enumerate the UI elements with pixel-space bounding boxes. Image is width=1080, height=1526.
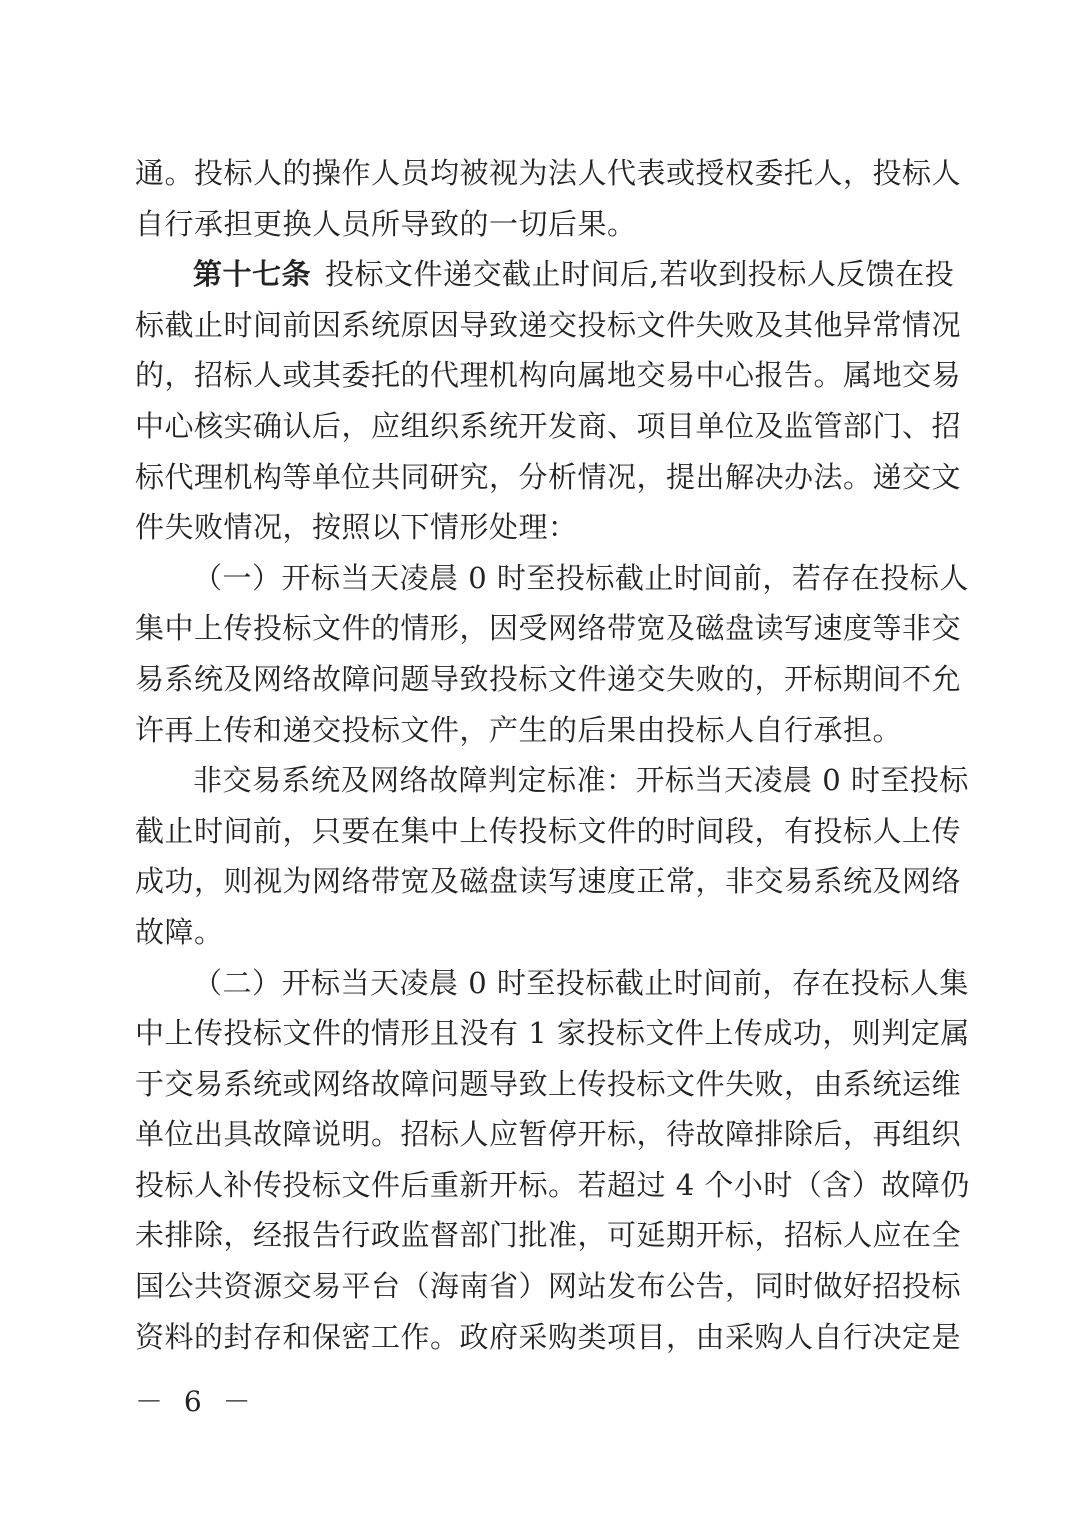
- text-line: 自行承担更换人员所导致的一切后果。: [135, 206, 637, 241]
- text-line: 通。投标人的操作人员均被视为法人代表或授权委托人，投标人: [135, 156, 962, 190]
- article-17-first-line: [135, 249, 955, 300]
- text-line: 易系统及网络故障问题导致投标文件递交失败的，开标期间不允: [135, 661, 962, 696]
- text-line-fragment: 投标文件递交截止时间后,若收到投标人反馈在投: [325, 257, 955, 292]
- text-line: 故障。: [135, 914, 224, 949]
- text-line: 未排除，经报告行政监督部门批准，可延期开标，招标人应在全: [135, 1218, 962, 1253]
- text-line: 资料的封存和保密工作。政府采购类项目，由采购人自行决定是: [135, 1319, 962, 1354]
- text-line: 国公共资源交易平台（海南省）网站发布公告，同时做好招投标: [135, 1269, 962, 1304]
- text-line: 许再上传和递交投标文件，产生的后果由投标人自行承担。: [135, 712, 903, 747]
- text-line: 截止时间前，只要在集中上传投标文件的时间段，有投标人上传: [135, 813, 962, 848]
- text-line: 单位出具故障说明。招标人应暂停开标，待故障排除后，再组织: [135, 1117, 962, 1152]
- body-text: [135, 148, 970, 1362]
- article-label: 第十七条: [193, 257, 312, 292]
- text-line: 成功，则视为网络带宽及磁盘读写速度正常，非交易系统及网络: [135, 864, 962, 899]
- text-line: 非交易系统及网络故障判定标准：开标当天凌晨 0 时至投标: [193, 763, 969, 798]
- text-line: 的，招标人或其委托的代理机构向属地交易中心报告。属地交易: [135, 358, 962, 393]
- text-line: 件失败情况，按照以下情形处理：: [135, 510, 578, 545]
- text-line: （一）开标当天凌晨 0 时至投标截止时间前，若存在投标人: [193, 560, 969, 595]
- text-line: 中心核实确认后，应组织系统开发商、项目单位及监管部门、招: [135, 408, 962, 443]
- text-line: 投标人补传投标文件后重新开标。若超过 4 个小时（含）故障仍: [135, 1167, 970, 1202]
- text-line: 于交易系统或网络故障问题导致上传投标文件失败，由系统运维: [135, 1066, 962, 1101]
- text-line: 标截止时间前因系统原因导致递交投标文件失败及其他异常情况: [135, 307, 962, 342]
- page-number: － 6 －: [135, 1385, 257, 1418]
- text-line: 中上传投标文件的情形且没有 1 家投标文件上传成功，则判定属: [135, 1016, 970, 1051]
- text-line: （二）开标当天凌晨 0 时至投标截止时间前，存在投标人集: [193, 965, 969, 1000]
- text-line: 标代理机构等单位共同研究，分析情况，提出解决办法。递交文: [135, 459, 962, 494]
- text-line: 集中上传投标文件的情形，因受网络带宽及磁盘读写速度等非交: [135, 611, 962, 646]
